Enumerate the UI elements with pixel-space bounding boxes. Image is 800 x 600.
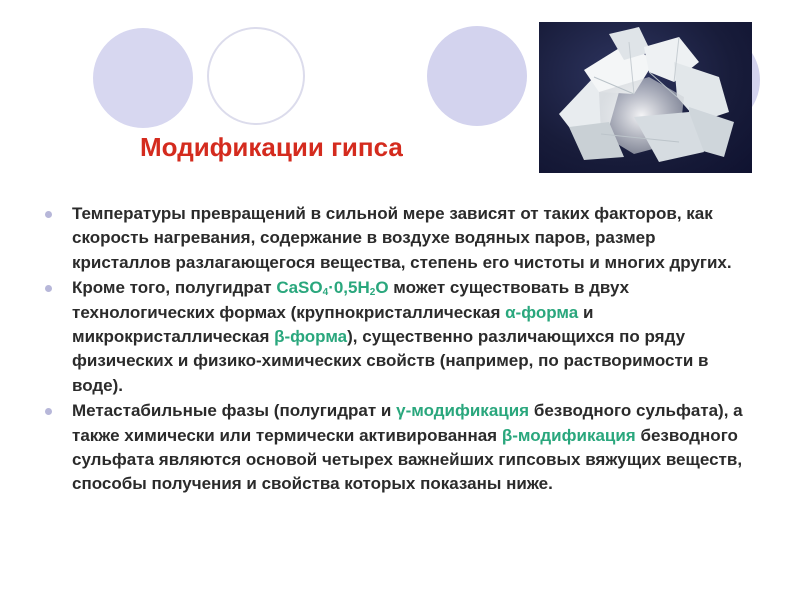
bullet-text-part: безводного сульфата являются основой четырех важнейших гипсовых вяжущих веществ, способы получения и свойства которых показаны ниже. [72,425,743,494]
bullet-icon [45,285,52,292]
bullet-icon [45,408,52,415]
decorative-circle-2 [207,27,305,125]
alpha-form-term: α-форма [505,302,579,322]
gamma-modification-term: γ-модификация [396,401,530,421]
gypsum-crystal-photo [539,22,752,173]
crystal-illustration [539,22,752,173]
list-item [42,399,747,496]
chemical-formula: $CaSO_4\cdot 0,5H_2O$ [276,278,389,299]
bullet-text: Температуры превращений в сильной мере зависят от таких факторов, как скорость нагревания, содержание в воздухе водяных паров, размер кристаллов разлагающегося вещества, степень его чистоты и многих других. [72,204,732,272]
decorative-circle-1 [93,28,193,128]
bullet-text-part: безводного сульфата), а также химически или термически активированная [72,401,743,445]
beta-form-term: β-форма [274,326,348,346]
list-item [42,202,747,275]
decorative-circle-3 [427,26,527,126]
bullet-text-part: Метастабильные фазы (полугидрат и [72,401,397,421]
bullet-list [42,202,747,498]
list-item [42,276,747,397]
bullet-text-part: Кроме того, полугидрат [72,278,277,298]
bullet-text-part: и микрокристаллическая [72,302,594,346]
beta-modification-term: β-модификация [501,425,636,445]
bullet-text-part: ), существенно различающихся по ряду физических и физико-химических свойств (например, по растворимости в воде). [72,326,709,395]
slide-title: Модификации гипса [140,132,403,162]
bullet-text-part: может существовать в двух технологических формах (крупнокристаллическая [72,278,630,322]
bullet-icon [45,211,52,218]
